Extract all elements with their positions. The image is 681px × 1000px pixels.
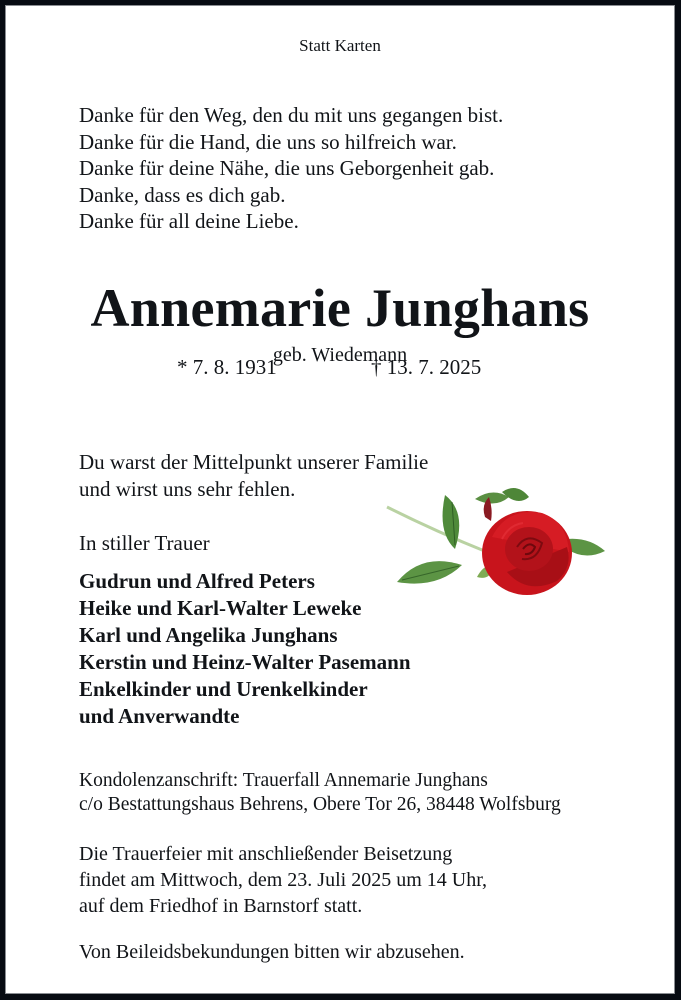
poem-line: Danke für den Weg, den du mit uns gegangen bist. xyxy=(79,103,504,127)
mourner: und Anverwandte xyxy=(79,704,240,728)
mourner: Gudrun und Alfred Peters xyxy=(79,569,315,593)
header-statt-karten: Statt Karten xyxy=(299,36,381,55)
condolence-line: Kondolenzanschrift: Trauerfall Annemarie Junghans xyxy=(79,770,488,791)
red-rose-icon xyxy=(377,477,617,607)
deceased-name: Annemarie Junghans xyxy=(90,278,590,338)
ceremony-line: Die Trauerfeier mit anschließender Beisetzung xyxy=(79,843,453,865)
mourner: Heike und Karl-Walter Leweke xyxy=(79,596,362,620)
condolence-line: c/o Bestattungshaus Behrens, Obere Tor 26, 38448 Wolfsburg xyxy=(79,794,561,815)
maiden-name: geb. Wiedemann xyxy=(272,344,408,366)
mourning-intro: In stiller Trauer xyxy=(79,531,210,555)
mourner: Enkelkinder und Urenkelkinder xyxy=(79,677,368,701)
closing-note: Von Beileidsbekundungen bitten wir abzusehen. xyxy=(79,941,465,963)
obituary-notice xyxy=(5,5,675,994)
poem-line: Danke für die Hand, die uns so hilfreich war. xyxy=(79,129,457,154)
mourners-list xyxy=(79,568,411,730)
ceremony-line: findet am Mittwoch, dem 23. Juli 2025 um 14 Uhr, xyxy=(79,869,488,891)
poem-line: Danke für deine Nähe, die uns Geborgenheit gab. xyxy=(79,156,495,180)
mourner: Kerstin und Heinz-Walter Pasemann xyxy=(79,650,411,674)
poem-line: Danke, dass es dich gab. xyxy=(79,182,286,207)
tribute-line: Du warst der Mittelpunkt unserer Familie xyxy=(79,450,429,474)
tribute xyxy=(79,449,428,502)
death-date: † 13. 7. 2025 xyxy=(371,355,482,379)
poem xyxy=(79,102,503,235)
poem-line: Danke für all deine Liebe. xyxy=(79,209,299,233)
condolence-address xyxy=(79,769,561,817)
tribute-line: und wirst uns sehr fehlen. xyxy=(79,476,296,501)
mourner: Karl und Angelika Junghans xyxy=(79,623,338,647)
ceremony-line: auf dem Friedhof in Barnstorf statt. xyxy=(79,895,363,917)
ceremony-info xyxy=(79,841,487,919)
birth-date: * 7. 8. 1931 xyxy=(177,355,277,379)
